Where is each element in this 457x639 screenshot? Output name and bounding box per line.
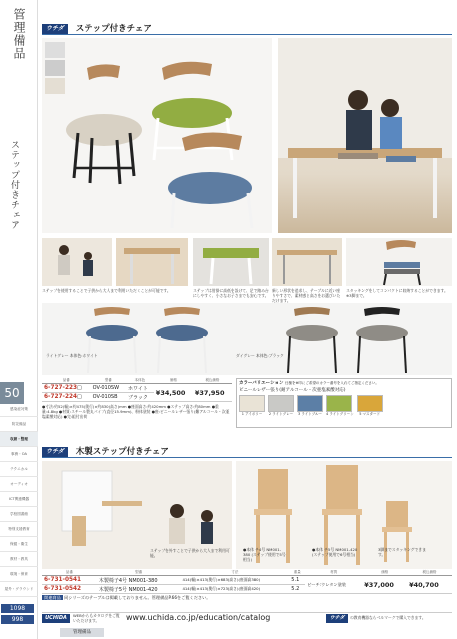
dimensions: 414(幅)×413(奥行)×683(高さ)(座面高380) [180, 576, 289, 585]
caption-2: ステップは肘掛に高低を設けて、足で踏み台にしやすく、小さなお子さまでも安心です。 [193, 288, 269, 298]
section1-header [42, 23, 452, 35]
section2-title: 木製ステップ付きチェア [75, 447, 169, 457]
section2-header [42, 446, 452, 458]
color-swatch [239, 395, 265, 417]
swatch-chip [239, 395, 265, 412]
variation-subtitle: ビニールレザー張り(耐アルコール・次亜塩素酸対応) [239, 388, 346, 393]
weight: 5.1 [289, 576, 305, 585]
swatch-chip [357, 395, 383, 412]
product-code: 6-727-223 [44, 385, 78, 391]
product-code: 6-731-0541 [42, 576, 97, 585]
color-swatch [268, 395, 294, 417]
spec-text: ●寸法:約52(幅)×約475(奥行)×約830(高さ)mm ●座面高さ:約420mm ●ステップ高さ:約80mm ●重量:4.8kg ●材質:スチール製丸パイプ(直径15.9mm)、粉体塗装 ●座:ビニールレザー張り(難アルコール・次亜塩素酸対応) ●完:組付出荷 [42, 404, 230, 419]
price: ¥34,500 [154, 384, 193, 402]
sidebar-item[interactable]: 事務・OA [0, 447, 38, 462]
sidebar-item[interactable]: 学校図書館 [0, 507, 38, 522]
swatch-chip [326, 395, 352, 412]
label-white: ライトグレー 本体色:ホワイト [46, 353, 98, 358]
label-chair-4: ●本体 チ4号 NM001-380 (ステップ使用で5号相当) [243, 547, 286, 562]
swatch-chip [297, 395, 323, 412]
swatch-label: 2 ライトグレー [268, 412, 294, 416]
photo-step-detail [193, 238, 269, 286]
product-code: 6-731-0542 [42, 585, 97, 594]
sidebar-item[interactable]: ICT関連機器 [0, 492, 38, 507]
col-header: 品番 [42, 570, 97, 576]
label-stacking: 3脚までスタッキングできます。 [378, 547, 426, 557]
price: ¥37,000 [362, 576, 407, 594]
sidebar-item[interactable]: 保健・衛生 [0, 537, 38, 552]
related-note: 同シリーズのテーブルは掲載しておりません。管理備品P.66をご覧ください。 [64, 595, 211, 600]
sidebar-item[interactable]: オーディオ [0, 477, 38, 492]
table-row [42, 384, 232, 393]
sidebar-item[interactable]: 感染症対策 [0, 402, 38, 417]
color-swatch [357, 395, 383, 417]
swatch-label: 5 マスタード [359, 412, 381, 416]
sidebar-item[interactable]: 環境・保育 [0, 567, 38, 582]
page-link-b[interactable]: 998 [1, 615, 34, 624]
sidebar-item[interactable]: 収納・整理 [0, 432, 38, 447]
col-header: 型番 [91, 378, 126, 384]
caption-4: スタッキングをしてコンパクトに収納することができます。※3脚まで。 [346, 288, 448, 298]
footer-right-text: の教育機器ならベルマークで購入できます。 [350, 615, 426, 620]
uchida-logo: UCHIDA [42, 614, 70, 623]
swatch-row [237, 393, 451, 419]
product-table-1 [42, 378, 232, 419]
code-suffix: □ [77, 394, 82, 400]
col-header: 税込価格 [193, 378, 232, 384]
dimensions: 414(幅)×413(奥行)×723(高さ)(座面高420) [180, 585, 289, 594]
product-table-2 [42, 570, 452, 601]
swatch-chip [268, 395, 294, 412]
sidebar-subtitle: ステップ付きチェア [9, 140, 19, 230]
price-tax: ¥37,950 [193, 384, 232, 402]
swatch-label: 4 ライトグリーン [326, 412, 354, 416]
table-row [42, 576, 452, 585]
sidebar-nav [0, 402, 38, 597]
variant-photos [42, 303, 452, 375]
caption-3: 新しい形状を追求し、テーブルに近い座りやすさで、素材感と高さをお選びいただけます。 [272, 288, 341, 303]
col-header: 材質 [305, 570, 362, 576]
label-chair-5: ●本体 チ5号 NM001-420 (ステップ使用で6号相当) [312, 547, 358, 557]
product-code: 6-727-224 [44, 394, 78, 400]
brand-logo: ウチダ [42, 24, 68, 34]
model-number: 木製椅子5号 NM001-420 [97, 585, 181, 594]
sidebar-item[interactable]: 防災備品 [0, 417, 38, 432]
sidebar-item[interactable]: 特別支援教育 [0, 522, 38, 537]
model-number: OV-010SB [91, 393, 126, 402]
col-header: 価格 [154, 378, 193, 384]
photo-table [116, 238, 188, 286]
col-header: 価格 [362, 570, 407, 576]
uchida-logo-right: ウチダ [326, 614, 348, 623]
color-swatch [297, 395, 323, 417]
swatch-label: 3 ライトブルー [298, 412, 322, 416]
caption-step-remove: ステップを外すことで子供から大人まで利用可能。 [150, 548, 230, 558]
col-header: 寸法 [180, 570, 289, 576]
color-swatch [326, 395, 354, 417]
catalog-url[interactable]: www.uchida.co.jp/education/catalog [126, 613, 271, 622]
sidebar-title: 管理備品 [12, 8, 26, 60]
page-number: 50 [0, 382, 24, 404]
bottom-tab[interactable]: 管理備品 [60, 628, 104, 637]
footer-small-text: WEBからもカタログをご覧いただけます。 [73, 613, 120, 623]
section1-title: ステップ付きチェア [75, 24, 152, 34]
col-header: 型番 [97, 570, 181, 576]
swatch-label: 1 アイボリー [241, 412, 263, 416]
page-link-a[interactable]: 1098 [1, 604, 34, 613]
hero-chairs-image [42, 38, 272, 233]
color-variation [236, 378, 452, 428]
col-header: 本体色 [126, 378, 154, 384]
body-color: ホワイト [126, 384, 154, 393]
model-number: 木製椅子4号 NM001-380 [97, 576, 181, 585]
col-header: 重量 [289, 570, 305, 576]
variation-note: 仕様を※印にご希望のカラー番号を入れてご指定ください。 [284, 381, 379, 385]
variation-title: カラーバリエーション [239, 381, 284, 386]
material: ビーチ:ウレタン塗装 [305, 576, 362, 594]
col-header: 税込価格 [407, 570, 452, 576]
price-tax: ¥40,700 [407, 576, 452, 594]
brand-logo: ウチダ [42, 447, 68, 457]
related-badge: 関連商品 [44, 595, 61, 600]
body-color: ブラック [126, 393, 154, 402]
weight: 5.2 [289, 585, 305, 594]
classroom-photo [278, 38, 452, 233]
label-black: ダイグレー 本体色:ブラック [236, 353, 284, 358]
sidebar-item[interactable]: 屋外・グラウンド [0, 582, 38, 597]
photo-stacking [346, 238, 452, 286]
caption-1: ステップを使用することで子供から大人まで利用いただくことが可能です。 [42, 288, 171, 293]
photo-table-height [272, 238, 342, 286]
photo-adult-child [42, 238, 112, 286]
model-number: OV-010SW [91, 384, 126, 393]
sidebar-item[interactable]: 教材・教具 [0, 552, 38, 567]
code-suffix: □ [77, 385, 82, 391]
col-header: 品番 [42, 378, 91, 384]
sidebar-item[interactable]: テクニカル [0, 462, 38, 477]
